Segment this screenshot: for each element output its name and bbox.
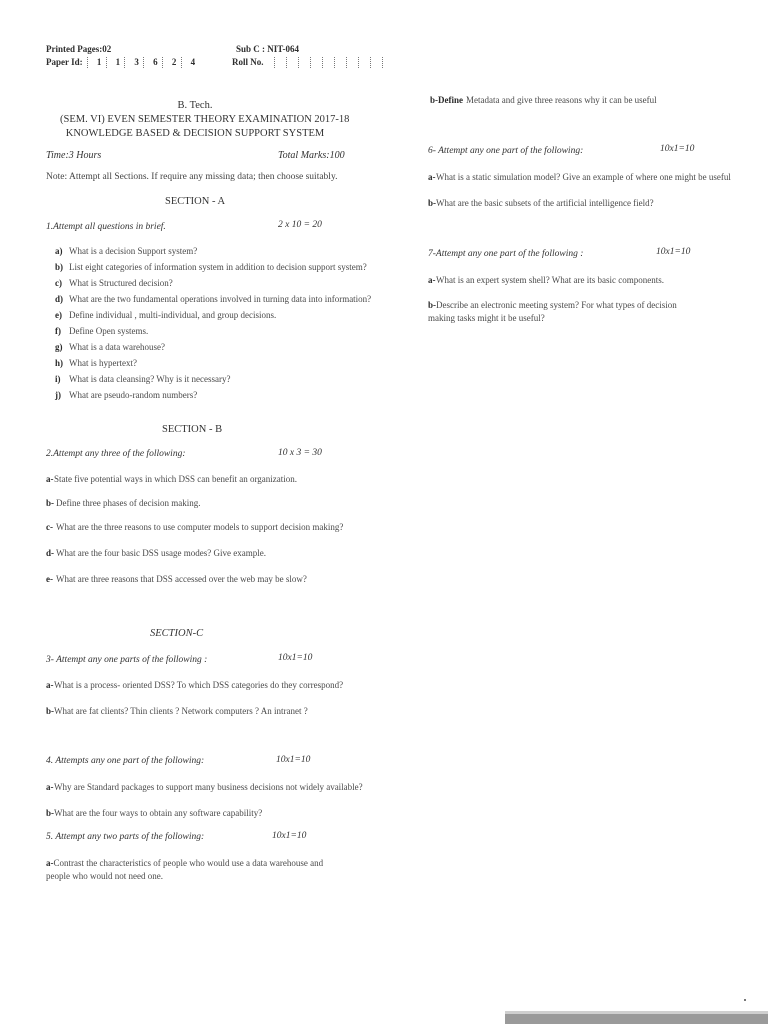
total-marks: Total Marks:100 (278, 150, 345, 161)
list-item: d) What are the two fundamental operations involved in turning data into information? (55, 294, 372, 304)
scan-speck (744, 999, 746, 1001)
question-6-marks: 10x1=10 (660, 144, 695, 154)
list-item: e- What are three reasons that DSS accessed over the web may be slow? (46, 574, 307, 584)
list-item: a-Why are Standard packages to support many business decisions not widely available? (46, 782, 363, 792)
paper-id-digit: 3 (134, 57, 139, 67)
question-1-heading: 1.Attempt all questions in brief. (46, 222, 166, 232)
printed-pages: Printed Pages:02 (46, 44, 112, 54)
instructions-note: Note: Attempt all Sections. If require any missing data; then choose suitably. (46, 172, 338, 182)
question-6-heading: 6- Attempt any one part of the following: (428, 146, 584, 156)
scan-edge-bar (505, 1014, 768, 1024)
paper-id-digit: 1 (115, 57, 121, 67)
list-item: h) What is hypertext? (55, 358, 137, 368)
list-item: g) What is a data warehouse? (55, 342, 165, 352)
list-item: b-Define Metadata and give three reasons why it can be useful (430, 95, 657, 105)
exam-title: (SEM. VI) EVEN SEMESTER THEORY EXAMINATION 2017-18 (60, 114, 350, 125)
list-item: a-Contrast the characteristics of people who would use a data warehouse and people who would not need one. (46, 858, 324, 881)
question-1-marks: 2 x 10 = 20 (278, 220, 322, 230)
subject-code: Sub C : NIT-064 (236, 44, 299, 54)
list-item: j) What are pseudo-random numbers? (55, 390, 198, 400)
list-item: d- What are the four basic DSS usage modes? Give example. (46, 548, 266, 558)
list-item: b-What are the basic subsets of the artificial intelligence field? (428, 198, 654, 208)
list-item: b-What are the four ways to obtain any software capability? (46, 808, 263, 818)
list-item: f) Define Open systems. (55, 326, 149, 336)
question-7-heading: 7-Attempt any one part of the following : (428, 249, 584, 259)
list-item: b) List eight categories of information system in addition to decision support system? (55, 262, 367, 272)
section-b-heading: SECTION - B (162, 424, 223, 435)
list-item: a) What is a decision Support system? (55, 246, 198, 256)
section-c-heading: SECTION-C (150, 628, 204, 639)
roll-no-label: Roll No. (232, 57, 264, 67)
list-item: b-What are fat clients? Thin clients ? Network computers ? An intranet ? (46, 706, 308, 716)
question-2-marks: 10 x 3 = 30 (278, 448, 322, 458)
question-5-heading: 5. Attempt any two parts of the following: (46, 832, 205, 842)
list-item: c) What is Structured decision? (55, 278, 173, 288)
roll-no (232, 57, 392, 68)
subject-title: KNOWLEDGE BASED & DECISION SUPPORT SYSTEM (65, 128, 325, 139)
question-3-marks: 10x1=10 (278, 653, 313, 663)
list-item: a-What is a process- oriented DSS? To which DSS categories do they correspond? (46, 680, 344, 690)
list-item: c- What are the three reasons to use computer models to support decision making? (46, 522, 344, 532)
paper-id (46, 57, 195, 68)
question-5-marks: 10x1=10 (272, 831, 307, 841)
paper-id-digit: 4 (190, 57, 196, 67)
paper-id-label: Paper Id: (46, 57, 83, 67)
list-item: b- Define three phases of decision making. (46, 498, 201, 508)
list-item: i) What is data cleansing? Why is it necessary? (55, 374, 231, 384)
question-4-heading: 4. Attempts any one part of the following: (46, 756, 205, 766)
question-4-marks: 10x1=10 (276, 755, 311, 765)
list-item: b-Describe an electronic meeting system? For what types of decision making tasks might it be useful? (428, 300, 677, 323)
section-a-heading: SECTION - A (165, 196, 226, 207)
degree-title: B. Tech. (177, 100, 213, 111)
paper-id-digit: 6 (153, 57, 158, 67)
paper-id-digit: 1 (96, 57, 102, 67)
paper-id-digit: 2 (171, 57, 177, 67)
question-2-heading: 2.Attempt any three of the following: (46, 449, 186, 459)
list-item: e) Define individual , multi-individual, and group decisions. (55, 310, 277, 320)
list-item: a-What is a static simulation model? Give an example of where one might be useful (428, 172, 731, 182)
question-3-heading: 3- Attempt any one parts of the following : (46, 655, 208, 665)
list-item: a-State five potential ways in which DSS can benefit an organization. (46, 474, 298, 484)
list-item: a-What is an expert system shell? What are its basic components. (428, 275, 665, 285)
question-7-marks: 10x1=10 (656, 247, 691, 257)
time-label: Time:3 Hours (46, 150, 102, 161)
